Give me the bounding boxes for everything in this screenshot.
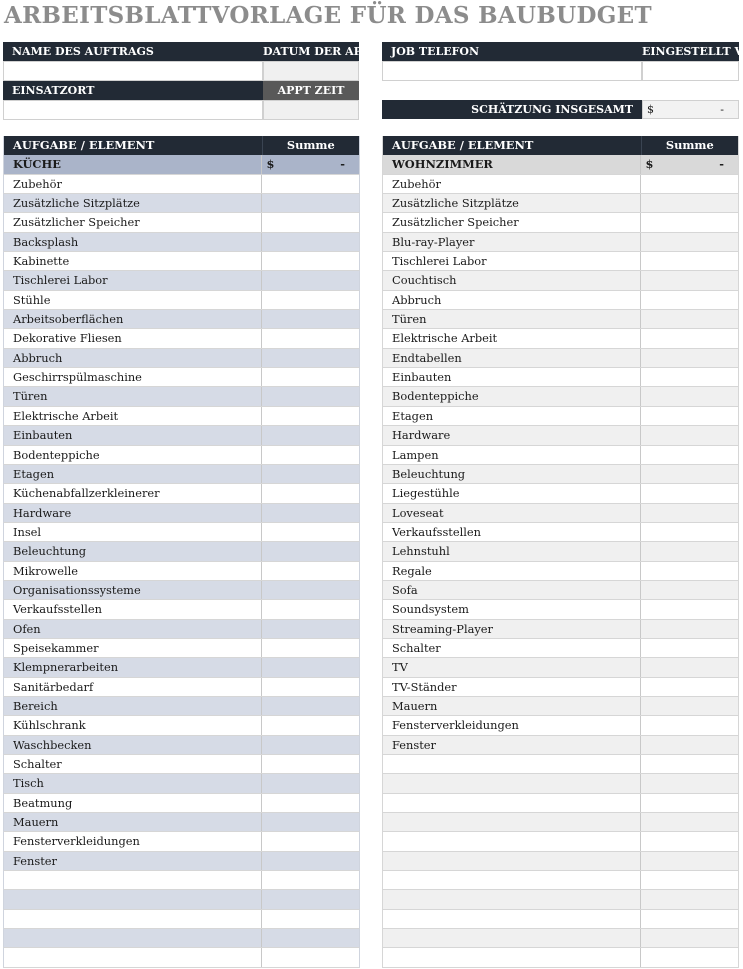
table-row <box>382 871 739 890</box>
sum-cell[interactable] <box>641 271 738 289</box>
table-row <box>3 349 360 368</box>
sum-cell[interactable] <box>641 736 738 754</box>
table-row <box>382 465 739 484</box>
table-row <box>3 581 360 600</box>
sum-cell[interactable] <box>641 387 738 405</box>
sum-cell[interactable] <box>262 387 359 405</box>
sum-cell[interactable] <box>262 233 359 251</box>
table-row <box>3 194 360 213</box>
sum-cell[interactable] <box>262 910 359 928</box>
sum-cell[interactable] <box>262 929 359 947</box>
table-row <box>3 639 360 658</box>
task-cell[interactable]: Etagen <box>383 407 641 425</box>
task-cell[interactable]: Geschirrspülmaschine <box>4 368 262 386</box>
task-cell[interactable]: Einbauten <box>4 426 262 444</box>
sum-cell[interactable] <box>641 233 738 251</box>
total-estimate-value <box>642 100 739 119</box>
table-row <box>382 368 739 387</box>
section-row-kitchen <box>3 155 360 174</box>
sum-cell[interactable] <box>262 484 359 502</box>
task-cell[interactable] <box>383 890 641 908</box>
task-cell[interactable]: Zubehör <box>383 175 641 193</box>
task-cell[interactable]: Bereich <box>4 697 262 715</box>
task-cell[interactable]: Hardware <box>4 504 262 522</box>
table-row <box>382 697 739 716</box>
table-row <box>3 832 360 851</box>
sum-cell[interactable] <box>262 523 359 541</box>
task-cell[interactable]: Fensterverkleidungen <box>383 716 641 734</box>
table-row <box>3 387 360 406</box>
task-cell[interactable]: Verkaufsstellen <box>4 600 262 618</box>
task-cell[interactable]: Tischlerei Labor <box>4 271 262 289</box>
sum-cell[interactable] <box>641 349 738 367</box>
task-cell[interactable]: Schalter <box>383 639 641 657</box>
appt-date-field[interactable] <box>263 61 359 81</box>
task-cell[interactable]: Zusätzlicher Speicher <box>4 213 262 231</box>
sum-cell[interactable] <box>262 658 359 676</box>
table-row <box>382 716 739 735</box>
table-row <box>382 910 739 929</box>
task-cell[interactable]: Lehnstuhl <box>383 542 641 560</box>
section-currency: $ <box>266 157 275 172</box>
task-cell[interactable] <box>383 929 641 947</box>
task-cell[interactable]: Liegestühle <box>383 484 641 502</box>
task-cell[interactable]: Abbruch <box>383 291 641 309</box>
table-row <box>382 291 739 310</box>
job-phone-field[interactable] <box>382 61 642 81</box>
table-row <box>3 948 360 967</box>
sum-cell[interactable] <box>262 194 359 212</box>
table-row <box>382 813 739 832</box>
table-row <box>3 697 360 716</box>
sum-cell[interactable] <box>262 794 359 812</box>
sum-cell[interactable] <box>262 213 359 231</box>
sum-cell[interactable] <box>641 581 738 599</box>
col-task-header: AUFGABE / ELEMENT <box>4 136 263 155</box>
section-value: - <box>719 157 724 172</box>
task-cell[interactable]: Arbeitsoberflächen <box>4 310 262 328</box>
table-row <box>382 252 739 271</box>
table-row <box>382 620 739 639</box>
task-cell[interactable]: Mauern <box>383 697 641 715</box>
sum-cell[interactable] <box>262 329 359 347</box>
table-row <box>3 271 360 290</box>
sum-cell[interactable] <box>641 291 738 309</box>
total-value: - <box>720 103 724 116</box>
appt-time-field[interactable] <box>263 100 359 120</box>
task-cell[interactable]: Bodenteppiche <box>383 387 641 405</box>
table-row <box>382 852 739 871</box>
task-cell[interactable]: Loveseat <box>383 504 641 522</box>
sum-cell[interactable] <box>641 542 738 560</box>
sum-cell[interactable] <box>641 832 738 850</box>
job-name-field[interactable] <box>3 61 263 81</box>
sum-cell[interactable] <box>262 890 359 908</box>
sum-cell[interactable] <box>262 736 359 754</box>
sum-cell[interactable] <box>262 252 359 270</box>
sum-cell[interactable] <box>262 813 359 831</box>
sum-cell[interactable] <box>262 639 359 657</box>
task-cell[interactable]: Regale <box>383 562 641 580</box>
sum-cell[interactable] <box>641 426 738 444</box>
task-cell[interactable]: Sanitärbedarf <box>4 678 262 696</box>
sum-cell[interactable] <box>262 697 359 715</box>
task-cell[interactable]: Küchenabfallzerkleinerer <box>4 484 262 502</box>
sum-cell[interactable] <box>641 871 738 889</box>
sum-cell[interactable] <box>641 194 738 212</box>
sum-cell[interactable] <box>641 368 738 386</box>
sum-cell[interactable] <box>641 774 738 792</box>
task-cell[interactable]: Endtabellen <box>383 349 641 367</box>
sum-cell[interactable] <box>262 504 359 522</box>
table-header <box>382 136 739 155</box>
task-cell[interactable] <box>383 852 641 870</box>
table-row <box>382 213 739 232</box>
table-row <box>3 465 360 484</box>
table-row <box>3 291 360 310</box>
sum-cell[interactable] <box>262 349 359 367</box>
sum-cell[interactable] <box>262 716 359 734</box>
task-cell[interactable]: Speisekammer <box>4 639 262 657</box>
table-header <box>3 136 360 155</box>
sum-cell[interactable] <box>262 542 359 560</box>
job-name-label: NAME DES AUFTRAGS <box>3 42 263 61</box>
table-row <box>382 658 739 677</box>
task-cell[interactable] <box>383 813 641 831</box>
sum-cell[interactable] <box>641 716 738 734</box>
table-row <box>3 329 360 348</box>
task-cell[interactable] <box>383 910 641 928</box>
task-cell[interactable]: Streaming-Player <box>383 620 641 638</box>
table-row <box>382 832 739 851</box>
table-row <box>3 929 360 948</box>
sum-cell[interactable] <box>641 678 738 696</box>
table-row <box>382 736 739 755</box>
task-cell[interactable]: Beleuchtung <box>383 465 641 483</box>
task-cell[interactable] <box>4 871 262 889</box>
task-cell[interactable]: Hardware <box>383 426 641 444</box>
sum-cell[interactable] <box>641 562 738 580</box>
sum-cell[interactable] <box>262 852 359 870</box>
task-cell[interactable]: Fensterverkleidungen <box>4 832 262 850</box>
task-cell[interactable]: Mauern <box>4 813 262 831</box>
table-row <box>382 349 739 368</box>
task-cell[interactable] <box>383 948 641 966</box>
task-cell[interactable]: Organisationssysteme <box>4 581 262 599</box>
sum-cell[interactable] <box>641 697 738 715</box>
table-row <box>382 774 739 793</box>
table-row <box>3 852 360 871</box>
page-title: ARBEITSBLATTVORLAGE FÜR DAS BAUBUDGET <box>4 2 652 29</box>
col-sum-header: Summe <box>286 138 335 152</box>
sum-cell[interactable] <box>262 407 359 425</box>
kitchen-table <box>3 136 360 968</box>
task-cell[interactable] <box>383 794 641 812</box>
task-cell[interactable] <box>383 755 641 773</box>
table-row <box>382 387 739 406</box>
table-row <box>382 407 739 426</box>
table-row <box>382 581 739 600</box>
sum-cell[interactable] <box>641 407 738 425</box>
task-cell[interactable]: Elektrische Arbeit <box>383 329 641 347</box>
table-row <box>3 310 360 329</box>
task-cell[interactable]: TV <box>383 658 641 676</box>
task-cell[interactable]: Blu-ray-Player <box>383 233 641 251</box>
table-row <box>382 948 739 967</box>
sum-cell[interactable] <box>262 175 359 193</box>
total-currency: $ <box>647 103 654 116</box>
task-cell[interactable]: Tisch <box>4 774 262 792</box>
task-cell[interactable] <box>4 890 262 908</box>
task-cell[interactable]: Waschbecken <box>4 736 262 754</box>
table-row <box>3 658 360 677</box>
sum-cell[interactable] <box>641 329 738 347</box>
task-cell[interactable]: Zusätzlicher Speicher <box>383 213 641 231</box>
task-cell[interactable] <box>4 948 262 966</box>
table-row <box>3 678 360 697</box>
living-room-table <box>382 136 739 968</box>
sum-cell[interactable] <box>641 620 738 638</box>
sum-cell[interactable] <box>262 948 359 966</box>
table-row <box>3 504 360 523</box>
location-label: EINSATZORT <box>3 81 263 100</box>
sum-cell[interactable] <box>641 504 738 522</box>
table-row <box>3 600 360 619</box>
sum-cell[interactable] <box>262 271 359 289</box>
table-row <box>382 678 739 697</box>
table-row <box>3 910 360 929</box>
section-currency: $ <box>645 157 654 172</box>
task-cell[interactable]: Klempnerarbeiten <box>4 658 262 676</box>
sum-cell[interactable] <box>641 523 738 541</box>
task-cell[interactable]: Tischlerei Labor <box>383 252 641 270</box>
appt-date-label: DATUM DER APPT <box>263 42 359 61</box>
location-field[interactable] <box>3 100 263 120</box>
sum-cell[interactable] <box>262 562 359 580</box>
table-row <box>382 446 739 465</box>
table-row <box>3 523 360 542</box>
task-cell[interactable]: Fenster <box>383 736 641 754</box>
table-row <box>3 716 360 735</box>
table-row <box>3 446 360 465</box>
task-cell[interactable]: Backsplash <box>4 233 262 251</box>
table-row <box>3 620 360 639</box>
col-task-header: AUFGABE / ELEMENT <box>383 136 642 155</box>
section-sum <box>262 155 359 173</box>
table-row <box>3 426 360 445</box>
table-row <box>382 194 739 213</box>
col-sum-header: Summe <box>665 138 714 152</box>
table-row <box>382 175 739 194</box>
task-cell[interactable]: Kühlschrank <box>4 716 262 734</box>
sum-cell[interactable] <box>262 678 359 696</box>
task-cell[interactable]: Zusätzliche Sitzplätze <box>4 194 262 212</box>
task-cell[interactable]: Abbruch <box>4 349 262 367</box>
table-row <box>382 794 739 813</box>
task-cell[interactable]: Türen <box>383 310 641 328</box>
task-cell[interactable]: Ofen <box>4 620 262 638</box>
table-row <box>3 252 360 271</box>
task-cell[interactable]: Beleuchtung <box>4 542 262 560</box>
table-row <box>382 329 739 348</box>
sum-cell[interactable] <box>262 600 359 618</box>
sum-cell[interactable] <box>262 368 359 386</box>
table-row <box>382 600 739 619</box>
table-row <box>382 890 739 909</box>
hired-by-field[interactable] <box>642 61 739 81</box>
task-cell[interactable]: Couchtisch <box>383 271 641 289</box>
task-cell[interactable] <box>383 832 641 850</box>
task-cell[interactable]: Zusätzliche Sitzplätze <box>383 194 641 212</box>
section-value: - <box>340 157 345 172</box>
task-cell[interactable]: Mikrowelle <box>4 562 262 580</box>
task-cell[interactable]: Einbauten <box>383 368 641 386</box>
task-cell[interactable] <box>4 910 262 928</box>
sum-cell[interactable] <box>641 755 738 773</box>
table-row <box>3 484 360 503</box>
table-row <box>3 871 360 890</box>
task-cell[interactable]: Bodenteppiche <box>4 446 262 464</box>
task-cell[interactable]: TV-Ständer <box>383 678 641 696</box>
sum-cell[interactable] <box>262 291 359 309</box>
task-cell[interactable] <box>4 929 262 947</box>
sum-cell[interactable] <box>641 213 738 231</box>
table-row <box>3 542 360 561</box>
sum-cell[interactable] <box>262 871 359 889</box>
task-cell[interactable]: Kabinette <box>4 252 262 270</box>
table-row <box>3 233 360 252</box>
sum-cell[interactable] <box>641 600 738 618</box>
sum-cell[interactable] <box>641 794 738 812</box>
sum-cell[interactable] <box>641 639 738 657</box>
section-title: WOHNZIMMER <box>383 155 641 173</box>
table-row <box>3 736 360 755</box>
task-cell[interactable] <box>383 774 641 792</box>
task-cell[interactable] <box>383 871 641 889</box>
table-row <box>382 310 739 329</box>
table-row <box>3 755 360 774</box>
sum-cell[interactable] <box>641 446 738 464</box>
sum-cell[interactable] <box>641 658 738 676</box>
task-cell[interactable]: Dekorative Fliesen <box>4 329 262 347</box>
sum-cell[interactable] <box>262 446 359 464</box>
sum-cell[interactable] <box>641 252 738 270</box>
sum-cell[interactable] <box>641 929 738 947</box>
sum-cell[interactable] <box>262 426 359 444</box>
task-cell[interactable]: Beatmung <box>4 794 262 812</box>
appt-time-label: APPT ZEIT <box>263 81 359 100</box>
table-row <box>382 755 739 774</box>
table-row <box>3 213 360 232</box>
section-sum <box>641 155 738 173</box>
table-row <box>3 407 360 426</box>
table-row <box>3 813 360 832</box>
table-row <box>382 484 739 503</box>
task-cell[interactable]: Verkaufsstellen <box>383 523 641 541</box>
table-row <box>3 562 360 581</box>
sum-cell[interactable] <box>262 310 359 328</box>
table-row <box>3 368 360 387</box>
table-row <box>382 929 739 948</box>
task-cell[interactable]: Elektrische Arbeit <box>4 407 262 425</box>
table-row <box>382 504 739 523</box>
task-cell[interactable]: Türen <box>4 387 262 405</box>
table-row <box>3 774 360 793</box>
table-row <box>3 175 360 194</box>
sum-cell[interactable] <box>641 465 738 483</box>
section-row-living-room <box>382 155 739 174</box>
sum-cell[interactable] <box>262 465 359 483</box>
table-row <box>382 233 739 252</box>
table-row <box>3 890 360 909</box>
sum-cell[interactable] <box>262 755 359 773</box>
table-row <box>382 562 739 581</box>
sum-cell[interactable] <box>641 813 738 831</box>
sum-cell[interactable] <box>641 948 738 966</box>
table-row <box>382 271 739 290</box>
sum-cell[interactable] <box>641 910 738 928</box>
task-cell[interactable]: Etagen <box>4 465 262 483</box>
sum-cell[interactable] <box>641 890 738 908</box>
task-cell[interactable]: Sofa <box>383 581 641 599</box>
sum-cell[interactable] <box>641 310 738 328</box>
sum-cell[interactable] <box>262 620 359 638</box>
task-cell[interactable]: Zubehör <box>4 175 262 193</box>
table-row <box>382 542 739 561</box>
task-cell[interactable]: Insel <box>4 523 262 541</box>
table-row <box>382 426 739 445</box>
sum-cell[interactable] <box>641 852 738 870</box>
table-row <box>382 523 739 542</box>
task-cell[interactable]: Fenster <box>4 852 262 870</box>
hired-by-label: EINGESTELLT V <box>642 42 739 61</box>
task-cell[interactable]: Soundsystem <box>383 600 641 618</box>
table-row <box>3 794 360 813</box>
task-cell[interactable]: Stühle <box>4 291 262 309</box>
sum-cell[interactable] <box>262 774 359 792</box>
total-estimate-label: SCHÄTZUNG INSGESAMT <box>382 100 642 119</box>
table-row <box>382 639 739 658</box>
task-cell[interactable]: Schalter <box>4 755 262 773</box>
section-title: KÜCHE <box>4 155 262 173</box>
task-cell[interactable]: Lampen <box>383 446 641 464</box>
sum-cell[interactable] <box>641 175 738 193</box>
sum-cell[interactable] <box>641 484 738 502</box>
sum-cell[interactable] <box>262 832 359 850</box>
sum-cell[interactable] <box>262 581 359 599</box>
job-phone-label: JOB TELEFON <box>382 42 642 61</box>
